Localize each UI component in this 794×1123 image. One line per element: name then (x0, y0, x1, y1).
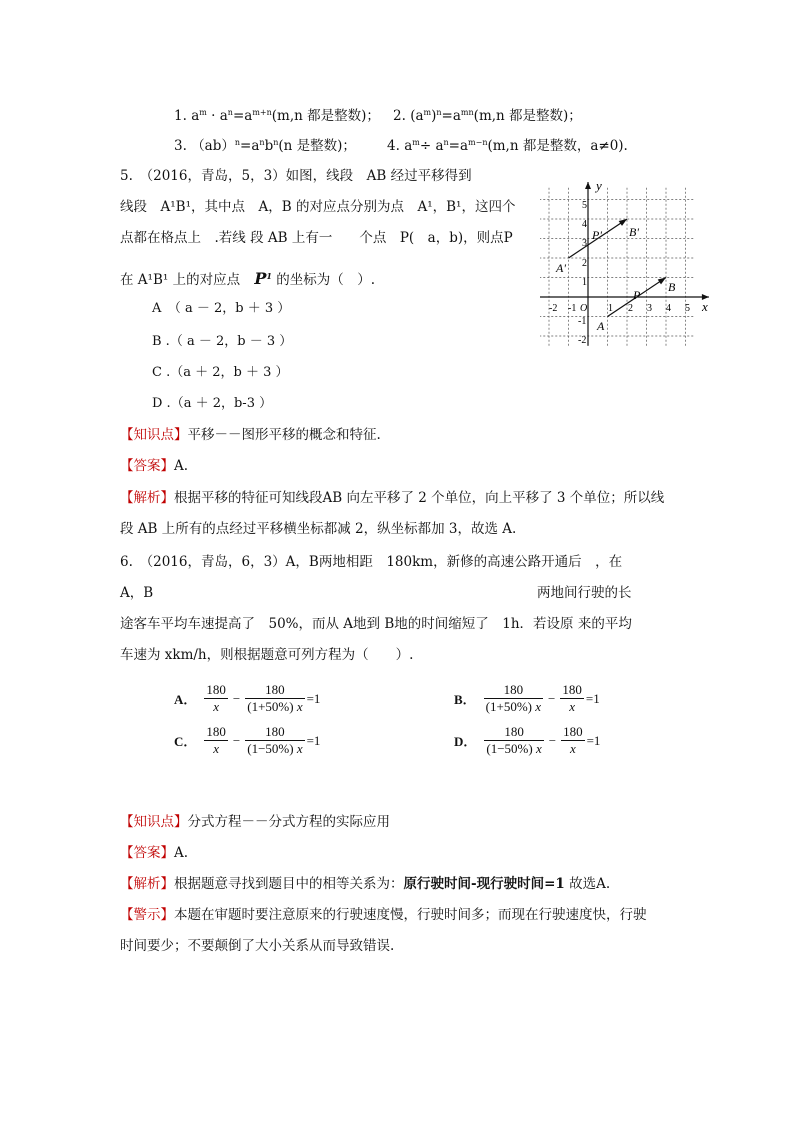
segment-ab-arrow (658, 278, 666, 285)
x-tick-4: 4 (666, 303, 671, 314)
q6-line-2a: A，B (120, 585, 154, 601)
y-tick--1: -1 (578, 316, 587, 327)
x-tick-1: 1 (608, 303, 613, 314)
q6-line-2b: 两地间行驶的长 (537, 585, 632, 601)
q5-line-3: 点都在格点上 .若线 段 AB 上有一 个点 P( a，b)，则点P (120, 230, 513, 246)
y-tick-2: 2 (582, 258, 587, 269)
x-tick-3: 3 (647, 303, 652, 314)
q5-line-1: 5. （2016，青岛，5，3）如图，线段 AB 经过平移得到 (120, 168, 472, 184)
y-tick--2: -2 (578, 335, 587, 346)
q5-analysis-1: 【解析】根据平移的特征可知线段AB 向左平移了 2 个单位，向上平移了 3 个单位；所以线 (120, 490, 665, 506)
q6-line-1: 6. （2016，青岛，6，3）A，B两地相距 180km，新修的高速公路开通后 ，在 (120, 554, 623, 570)
q6-answer: 【答案】A. (120, 845, 189, 861)
x-axis-label: x (702, 299, 708, 314)
q6-option-d: D． $\frac{180}{(1-50\%) x}$ − $\frac{180}{x}$ =1 (454, 724, 601, 756)
x-tick--2: -2 (549, 303, 558, 314)
y-tick-1: 1 (582, 277, 587, 288)
q6-option-c: C． $\frac{180}{x}$ − $\frac{180}{(1-50\%) x}$ =1 (174, 724, 321, 756)
x-tick-2: 2 (628, 303, 633, 314)
origin-label: O (580, 303, 588, 314)
q5-option-a: A （ a － 2，b ＋ 3 ） (152, 301, 291, 316)
point-label-a1: A' (556, 261, 566, 275)
point-label-b: B (668, 280, 676, 294)
q6-knowledge: 【知识点】分式方程－－分式方程的实际应用 (120, 814, 390, 830)
q5-option-c: C .（a ＋ 2，b ＋ 3 ） (152, 365, 289, 380)
q5-analysis-2: 段 AB 上所有的点经过平移横坐标都减 2，纵坐标都加 3，故选 A. (120, 521, 517, 537)
q6-line-3: 途客车平均车速提高了 50%，而从 A地到 B地的时间缩短了 1h．若设原 来的平均 (120, 616, 632, 632)
q5-option-b: B .（ a － 2，b － 3 ） (152, 334, 293, 349)
y-tick-4: 4 (582, 219, 587, 230)
y-axis-label: y (596, 180, 602, 193)
y-tick-5: 5 (582, 200, 587, 211)
p1-symbol: $P^1$ (254, 269, 272, 288)
x-tick--1: -1 (568, 303, 577, 314)
rule-4: 4. $a^m\div a^n=a^{m-n}(m,n$ 都是整数，a≠0). (387, 138, 628, 154)
q6-option-b: B． $\frac{180}{(1+50\%) x}$ − $\frac{180}{x}$ =1 (454, 682, 600, 714)
coordinate-grid-figure (540, 180, 720, 352)
q5-answer: 【答案】A. (120, 458, 189, 474)
point-label-a: A (597, 319, 605, 333)
q6-option-a: A． $\frac{180}{x}$ − $\frac{180}{(1+50\%) x}$ =1 (174, 682, 321, 714)
segment-a1b1-arrow (619, 219, 627, 226)
point-label-p1: P' (592, 228, 602, 242)
rule-3: 3. $(ab)^n=a^nb^n(n$ 是整数)； (174, 138, 356, 154)
y-tick-3: 3 (582, 238, 587, 249)
q5-knowledge: 【知识点】平移－－图形平移的概念和特征. (120, 427, 381, 443)
q6-warning-1: 【警示】本题在审题时要注意原来的行驶速度慢，行驶时间多；而现在行驶速度快，行驶 (120, 907, 647, 923)
point-label-p: P (633, 288, 641, 302)
q6-line-4: 车速为 xkm/h，则根据题意可列方程为（ ）. (120, 647, 414, 663)
q5-option-d: D .（a ＋ 2，b-3 ） (152, 396, 273, 411)
y-axis-arrow (585, 182, 591, 189)
rule-1: 1. $a^m \cdot a^n=a^{m+n}(m,n$ 都是整数)； (174, 108, 380, 124)
rule-2: 2. $(a^m)^n=a^{mn}(m,n$ 都是整数)； (393, 108, 582, 124)
x-tick-5: 5 (685, 303, 690, 314)
q5-line-2: 线段 A¹B¹，其中点 A，B 的对应点分别为点 A¹，B¹，这四个 (120, 199, 516, 215)
q6-analysis: 【解析】根据题意寻找到题目中的相等关系为：原行驶时间-现行驶时间=1 故选A. (120, 876, 611, 892)
q6-warning-2: 时间要少；不要颠倒了大小关系从而导致错误. (120, 938, 395, 954)
point-label-b1: B' (629, 225, 639, 239)
q5-line-4: 在 A¹B¹ 上的对应点 $P^1$ 的坐标为（ ）. (120, 269, 376, 288)
